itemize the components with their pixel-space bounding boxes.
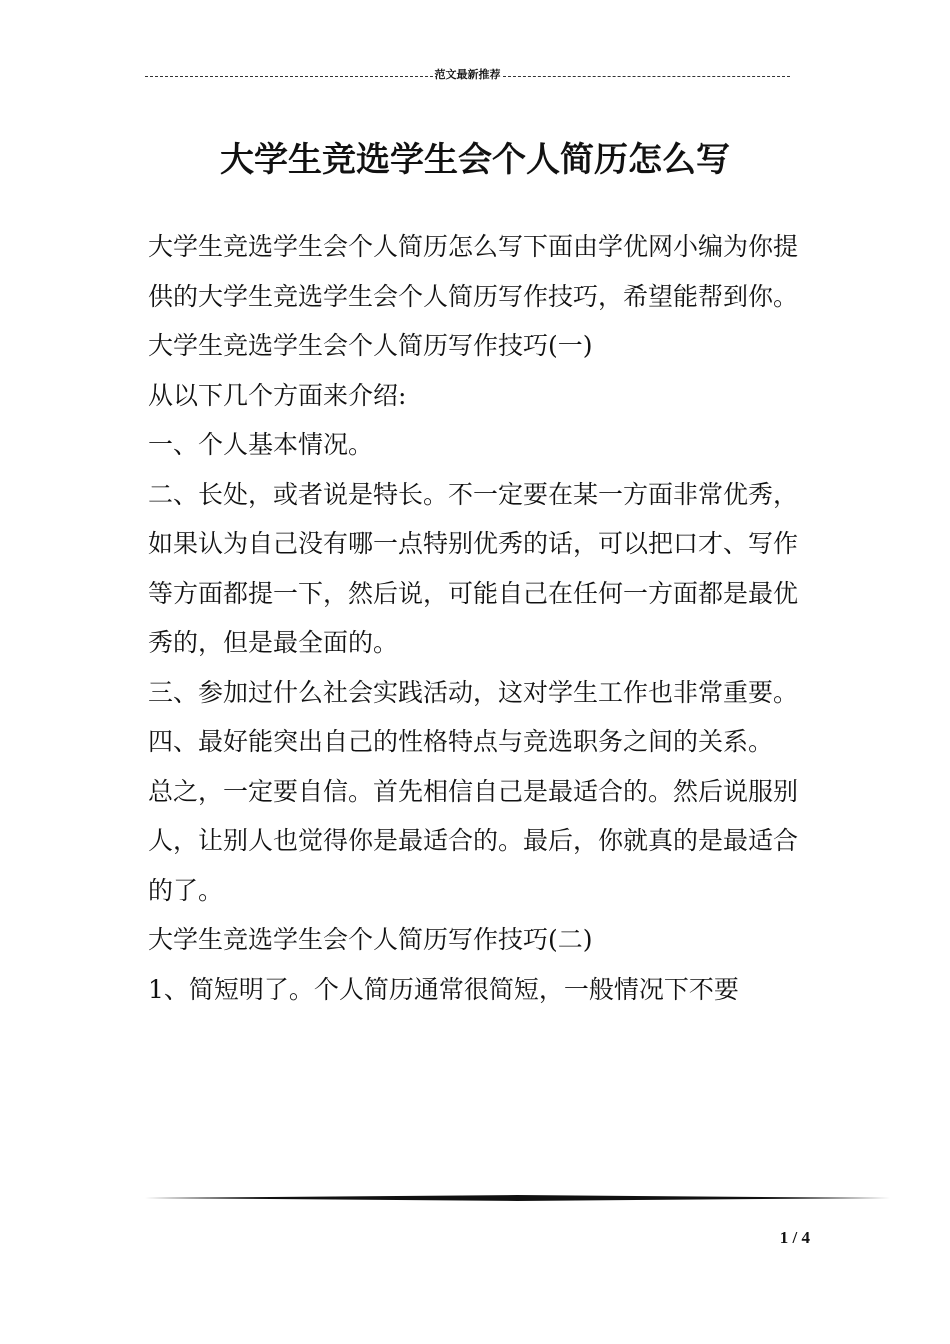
list-item: 一、个人基本情况。 [148,430,374,459]
paragraph: 从以下几个方面来介绍: [148,380,407,410]
section-heading-2: 大学生竞选学生会个人简历写作技巧(二) [148,925,593,954]
paragraph-intro: 大学生竞选学生会个人简历怎么写下面由学优网小编为你提供的大学生竞选学生会个人简历写作技巧，希望能帮到你。 [148,232,799,311]
section-heading-1: 大学生竞选学生会个人简历写作技巧(一) [148,331,593,360]
list-item: 1、简短明了。个人简历通常很简短，一般情况下不要 [148,974,739,1004]
list-item: 四、最好能突出自己的性格特点与竞选职务之间的关系。 [148,727,774,756]
document-title: 大学生竞选学生会个人简历怎么写 [220,140,730,180]
paragraph-summary: 总之，一定要自信。首先相信自己是最适合的。然后说服别人，让别人也觉得你是最适合的。最后，你就真的是最适合的了。 [148,776,799,905]
page-header [145,68,790,82]
list-item: 二、长处，或者说是特长。不一定要在某一方面非常优秀，如果认为自己没有哪一点特别优秀的话，可以把口才、写作等方面都提一下，然后说，可能自己在任何一方面都是最优秀的，但是最全面的。 [148,479,799,657]
header-label: 范文最新推荐 [434,68,501,81]
list-item: 三、参加过什么社会实践活动，这对学生工作也非常重要。 [148,677,799,707]
document-body [148,222,808,1014]
page-number: 1 / 4 [779,1228,810,1247]
header-dashed-rule-right [503,76,791,77]
header-dashed-rule-left [145,76,433,77]
footer-rule [145,1195,890,1201]
